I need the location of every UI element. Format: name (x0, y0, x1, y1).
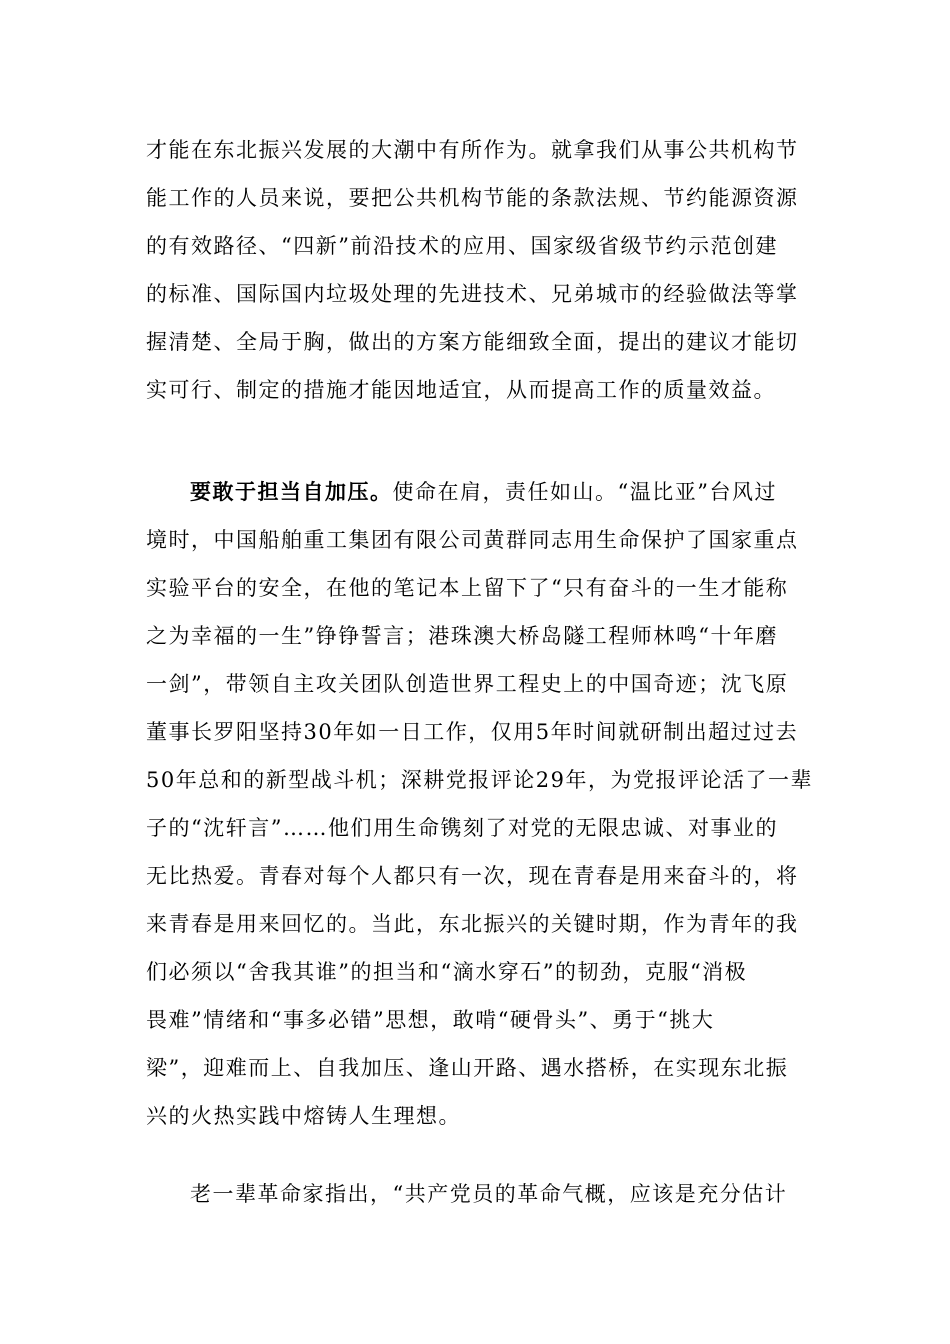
text-line: 来青春是用来回忆的。当此，东北振兴的关键时期，作为青年的我 (146, 912, 799, 936)
text-line: 的标准、国际国内垃圾处理的先进技术、兄弟城市的经验做法等掌 (146, 282, 799, 306)
text-line: 梁”，迎难而上、自我加压、逢山开路、遇水搭桥，在实现东北振 (146, 1056, 789, 1080)
text-line: 的有效路径、“四新”前沿技术的应用、国家级省级节约示范创建 (146, 234, 778, 258)
paragraph-heading: 要敢于担当自加压。 (190, 480, 393, 504)
paragraph-lead-text: 使命在肩，责任如山。“温比亚”台风过 (392, 480, 777, 504)
text-line: 畏难”情绪和“事多必错”思想，敢啃“硬骨头”、勇于“挑大 (146, 1008, 715, 1032)
text-line: 无比热爱。青春对每个人都只有一次，现在青春是用来奋斗的，将 (146, 864, 799, 888)
paragraph-1 (146, 126, 804, 414)
text-line: 握清楚、全局于胸，做出的方案方能细致全面，提出的建议才能切 (146, 330, 799, 354)
text-line: 能工作的人员来说，要把公共机构节能的条款法规、节约能源资源 (146, 186, 799, 210)
text-line: 子的“沈轩言”……他们用生命镌刻了对党的无限忠诚、对事业的 (146, 816, 778, 840)
text-line: 兴的火热实践中熔铸人生理想。 (146, 1104, 461, 1128)
text-line: 之为幸福的一生”铮铮誓言；港珠澳大桥岛隧工程师林鸣“十年磨 (146, 624, 778, 648)
text-line: 境时，中国船舶重工集团有限公司黄群同志用生命保护了国家重点 (146, 528, 799, 552)
text-line: 实验平台的安全，在他的笔记本上留下了“只有奋斗的一生才能称 (146, 576, 789, 600)
text-line: 实可行、制定的措施才能因地适宜，从而提高工作的质量效益。 (146, 378, 776, 402)
text-line: 董事长罗阳坚持30年如一日工作，仅用5年时间就研制出超过过去 (146, 720, 799, 744)
text-line: 们必须以“舍我其谁”的担当和“滴水穿石”的韧劲，克服“消极 (146, 960, 748, 984)
text-line-first (146, 468, 804, 516)
text-line: 50年总和的新型战斗机；深耕党报评论29年，为党报评论活了一辈 (146, 768, 813, 792)
text-line: 才能在东北振兴发展的大潮中有所作为。就拿我们从事公共机构节 (146, 138, 799, 162)
paragraph-3 (146, 1170, 804, 1218)
paragraph-2 (146, 468, 813, 1140)
text-line: 一剑”，带领自主攻关团队创造世界工程史上的中国奇迹；沈飞原 (146, 672, 789, 696)
text-line-first: 老一辈革命家指出，“共产党员的革命气概，应该是充分估计 (190, 1182, 788, 1206)
